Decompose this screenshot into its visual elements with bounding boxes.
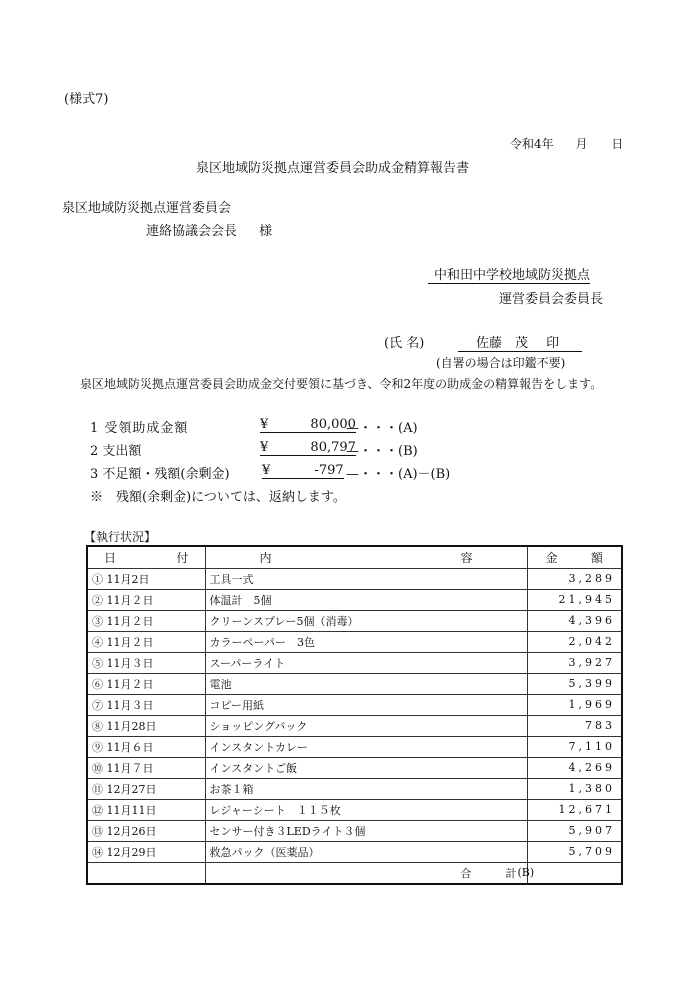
summary-amount: -797 [314, 463, 344, 478]
table-row [87, 820, 622, 841]
recipient-honorific: 様 [259, 224, 273, 239]
row-amount: 2,042 [527, 631, 622, 652]
row-date: ⑭ 12月29日 [87, 841, 205, 862]
header-content: 内 容 [205, 546, 527, 568]
summary-amount: 80,000 [310, 417, 356, 432]
row-amount: 1,969 [527, 694, 622, 715]
page-title: 泉区地域防災拠点運営委員会助成金精算報告書 [196, 161, 470, 176]
row-content: クリーンスプレー5個（消毒） [205, 610, 527, 631]
sender-line2: 運営委員会委員長 [499, 292, 604, 307]
total-amount-cell [517, 862, 622, 884]
sender-line1: 中和田中学校地域防災拠点 [428, 264, 590, 284]
summary-ref: —・・・(A)－(B) [346, 467, 451, 482]
summary-amount-field [260, 417, 356, 433]
table-header-row [87, 546, 622, 568]
row-date: ⑬ 12月26日 [87, 820, 205, 841]
total-label-cell [205, 862, 527, 884]
row-amount: 21,945 [527, 589, 622, 610]
date-era-year: 令和4年 [510, 137, 554, 151]
row-content: 工具一式 [205, 568, 527, 589]
row-date: ① 11月2日 [87, 568, 205, 589]
table-row [87, 652, 622, 673]
report-date [510, 135, 623, 152]
summary-amount: 80,797 [310, 440, 356, 455]
table-row [87, 610, 622, 631]
recipient-line2 [146, 220, 272, 239]
table-row [87, 673, 622, 694]
row-amount: 5,709 [527, 841, 622, 862]
row-amount: 783 [527, 715, 622, 736]
row-content: センサー付き３LEDライト３個 [205, 820, 527, 841]
row-content: インスタントカレー [205, 736, 527, 757]
total-row [87, 862, 622, 884]
row-amount: 3,927 [527, 652, 622, 673]
row-date: ③ 11月２日 [87, 610, 205, 631]
header-date: 日 付 [87, 546, 205, 568]
row-content: インスタントご飯 [205, 757, 527, 778]
total-label-a: 合 [460, 866, 472, 880]
refund-note: ※ 残額(余剰金)については、返納します。 [90, 490, 346, 505]
row-amount: 12,671 [527, 799, 622, 820]
yen-sign: ¥ [260, 440, 269, 455]
header-amount: 金 額 [527, 546, 622, 568]
row-content: 体温計 5個 [205, 589, 527, 610]
table-row [87, 799, 622, 820]
table-row [87, 568, 622, 589]
row-content: コピー用紙 [205, 694, 527, 715]
table-row [87, 589, 622, 610]
row-amount: 3,289 [527, 568, 622, 589]
table-row [87, 715, 622, 736]
date-month: 月 [575, 137, 588, 151]
summary-amount-field [262, 463, 344, 479]
row-amount: 5,399 [527, 673, 622, 694]
row-date: ⑪ 12月27日 [87, 778, 205, 799]
row-date: ④ 11月２日 [87, 631, 205, 652]
row-content: スーパーライト [205, 652, 527, 673]
row-date: ② 11月２日 [87, 589, 205, 610]
table-row [87, 694, 622, 715]
total-ref: (B) [517, 866, 535, 879]
row-amount: 4,269 [527, 757, 622, 778]
summary-label: 2 支出額 [90, 444, 142, 459]
row-date: ⑦ 11月３日 [87, 694, 205, 715]
row-content: 電池 [205, 673, 527, 694]
row-content: お茶１箱 [205, 778, 527, 799]
recipient-title: 連絡協議会会長 [146, 224, 238, 239]
seal-note: (自署の場合は印鑑不要) [436, 356, 566, 370]
recipient-line1: 泉区地域防災拠点運営委員会 [62, 201, 232, 216]
row-date: ⑤ 11月３日 [87, 652, 205, 673]
seal-mark: 印 [546, 336, 560, 351]
table-row [87, 778, 622, 799]
table-row [87, 841, 622, 862]
row-date: ⑥ 11月２日 [87, 673, 205, 694]
row-content: ショッピングバック [205, 715, 527, 736]
summary-amount-field [260, 440, 356, 456]
row-content: レジャーシート １１５枚 [205, 799, 527, 820]
signer-name: 佐藤 茂 [476, 336, 529, 351]
row-amount: 1,380 [527, 778, 622, 799]
row-amount: 7,110 [527, 736, 622, 757]
summary-label: 1 受領助成金額 [90, 421, 189, 436]
table-row [87, 757, 622, 778]
total-label-b: 計 [505, 866, 517, 880]
summary-ref: —・・・(B) [346, 444, 418, 459]
row-date: ⑩ 11月７日 [87, 757, 205, 778]
row-content: カラーペーパー 3色 [205, 631, 527, 652]
row-amount: 5,907 [527, 820, 622, 841]
row-amount: 4,396 [527, 610, 622, 631]
execution-table [86, 545, 623, 885]
table-row [87, 631, 622, 652]
summary-label: 3 不足額・残額(余剰金) [90, 467, 230, 482]
row-date: ⑫ 11月11日 [87, 799, 205, 820]
table-row [87, 736, 622, 757]
total-empty-cell [87, 862, 205, 884]
row-date: ⑨ 11月６日 [87, 736, 205, 757]
intro-text: 泉区地域防災拠点運営委員会助成金交付要領に基づき、令和2年度の助成金の精算報告をします。 [80, 377, 603, 391]
yen-sign: ¥ [262, 463, 271, 478]
date-day: 日 [611, 137, 624, 151]
row-content: 救急パック（医薬品） [205, 841, 527, 862]
yen-sign: ¥ [260, 417, 269, 432]
name-label: (氏 名) [384, 336, 425, 351]
form-code: (様式7) [64, 92, 109, 107]
row-date: ⑧ 11月28日 [87, 715, 205, 736]
section-title: 【執行状況】 [84, 530, 157, 544]
name-field [458, 332, 582, 352]
summary-ref: —・・・(A) [346, 421, 418, 436]
